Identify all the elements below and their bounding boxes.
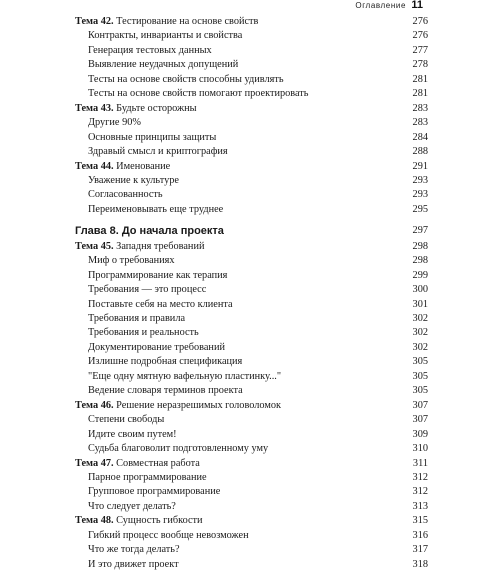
toc-topic-title: Совместная работа [116, 457, 200, 469]
toc-page-number: 311 [412, 457, 428, 469]
toc-entry-title: Переименовывать еще труднее [88, 203, 224, 215]
toc-topic-title: Тестирование на основе свойств [116, 16, 259, 27]
toc-page-number: 283 [412, 117, 428, 129]
toc-entry-row [0, 485, 500, 499]
toc-page-number: 276 [412, 30, 428, 42]
toc-topic-row [0, 15, 500, 29]
toc-entry-row [0, 355, 500, 369]
toc-page-number: 315 [412, 515, 428, 527]
toc-topic-number: Тема 46. [75, 399, 114, 411]
toc-page-number: 317 [412, 544, 428, 556]
toc-page-number: 278 [412, 59, 428, 71]
toc-entry-title: Контракты, инварианты и свойства [88, 30, 243, 42]
toc-page-number: 293 [412, 189, 428, 201]
toc-entry-row [0, 428, 500, 442]
page-number: 11 [411, 0, 423, 11]
toc-entry-title [75, 457, 200, 471]
toc-entry-row [0, 269, 500, 283]
toc-topic-title: Решение неразрешимых головоломок [116, 399, 282, 411]
toc-entry-title: Поставьте себя на место клиента [88, 298, 233, 310]
running-title: Оглавление [355, 1, 406, 10]
toc-entry-title: Здравый смысл и криптография [88, 146, 228, 158]
toc-page-number: 298 [412, 240, 428, 252]
toc-entry-title: Уважение к культуре [88, 174, 179, 186]
toc-topic-number: Тема 45. [75, 240, 114, 252]
toc-entry-title: Судьба благоволит подготовленному уму [88, 443, 269, 455]
toc-entry-row [0, 413, 500, 427]
toc-entry-row [0, 203, 500, 217]
toc-entry-row [0, 471, 500, 485]
toc-page-number: 298 [412, 255, 428, 267]
toc-entry-title: Ведение словаря терминов проекта [88, 385, 243, 397]
toc-entry-row [0, 254, 500, 268]
toc-entry-title: Тесты на основе свойств способны удивлять [88, 73, 284, 85]
toc-page-number: 297 [412, 225, 428, 237]
toc-entry-row [0, 73, 500, 87]
toc-page-number: 305 [412, 370, 428, 382]
toc-page-number: 299 [412, 269, 428, 281]
toc-page-number: 307 [412, 414, 428, 426]
toc-entry-title [75, 160, 170, 174]
toc-topic-row [0, 399, 500, 413]
toc-page-number: 312 [412, 471, 428, 483]
toc-entry-title: Миф о требованиях [88, 255, 175, 267]
toc-page-number: 276 [412, 16, 428, 27]
toc-entry-row [0, 29, 500, 43]
toc-entry-title: Степени свободы [88, 414, 165, 426]
toc-topic-number: Тема 43. [75, 102, 114, 114]
toc-page-number: 310 [412, 443, 428, 455]
toc-topic-title: Именование [116, 160, 171, 172]
toc-topic-row [0, 102, 500, 116]
toc-page-number: 302 [412, 341, 428, 353]
toc-page-number: 281 [412, 88, 428, 100]
toc-entry-row [0, 442, 500, 456]
toc-topic-title: Будьте осторожны [116, 102, 197, 114]
toc-chapter-row [0, 224, 500, 238]
toc-entry-row [0, 283, 500, 297]
toc-entry-title: Согласованность [88, 189, 163, 201]
toc-topic-number: Тема 42. [75, 16, 114, 27]
toc-page-number: 301 [412, 298, 428, 310]
toc-entry-title: Требования и реальность [88, 327, 199, 339]
toc-entry-row [0, 298, 500, 312]
toc-entry-row [0, 312, 500, 326]
toc-page-number: 300 [412, 284, 428, 296]
toc-entry-title: Гибкий процесс вообще невозможен [88, 529, 249, 541]
toc-entry-row [0, 145, 500, 159]
toc-entry-title: Основные принципы защиты [88, 131, 217, 143]
toc-entry-title: Документирование требований [88, 341, 225, 353]
toc-entry-title: Генерация тестовых данных [88, 44, 212, 56]
toc-entry-title: Групповое программирование [88, 486, 221, 498]
toc-topic-title: Сущность гибкости [116, 515, 203, 527]
toc-entry-title: Глава 8. До начала проекта [75, 225, 224, 238]
toc-topic-row [0, 160, 500, 174]
toc-entry-row [0, 174, 500, 188]
toc-entry-row [0, 188, 500, 202]
toc-page-number: 302 [412, 327, 428, 339]
toc-page-number: 284 [412, 131, 428, 143]
toc-entry-row [0, 87, 500, 101]
toc-entry-title: Тесты на основе свойств помогают проектировать [88, 88, 309, 100]
toc-entry-title: Что же тогда делать? [88, 544, 180, 556]
toc-entry-row [0, 131, 500, 145]
toc-page-number: 295 [412, 203, 428, 215]
toc-topic-row [0, 514, 500, 528]
toc-entry-title: Что следует делать? [88, 500, 176, 512]
toc-entry-row [0, 384, 500, 398]
toc-entry-title: Программирование как терапия [88, 269, 228, 281]
toc-entry-row [0, 116, 500, 130]
toc-topic-row [0, 457, 500, 471]
toc-entry-row [0, 341, 500, 355]
toc-entry-row [0, 529, 500, 543]
toc-entry-row [0, 326, 500, 340]
toc-entry-title: Идите своим путем! [88, 428, 177, 440]
toc-topic-title: Западня требований [116, 240, 205, 252]
toc-page-number: 302 [412, 313, 428, 324]
toc-page-number: 283 [412, 102, 428, 114]
toc-page-number: 309 [412, 428, 428, 440]
toc-topic-row [0, 240, 500, 254]
toc-topic-number: Тема 44. [75, 160, 114, 172]
toc-entry-title [75, 240, 204, 254]
toc-entry-title: Излишне подробная спецификация [88, 356, 243, 368]
toc-page-number: 293 [412, 174, 428, 186]
toc-entry-row [0, 543, 500, 557]
toc-page-number: 312 [412, 486, 428, 498]
toc-page-number: 305 [412, 356, 428, 368]
toc-entry-row [0, 58, 500, 72]
toc-page-number: 313 [412, 500, 428, 512]
toc-entry-title: Другие 90% [88, 117, 141, 129]
toc-topic-number: Тема 47. [75, 457, 114, 469]
toc-page-number: 305 [412, 385, 428, 397]
toc-entry-title: Выявление неудачных допущений [88, 59, 239, 71]
page-header [0, 0, 500, 14]
toc-entry-row [0, 44, 500, 58]
toc-page-number: 281 [412, 73, 428, 85]
toc-page-number: 318 [412, 558, 428, 570]
toc-entry-title [75, 15, 258, 29]
toc-page-number: 307 [412, 399, 428, 411]
toc-entry-title: "Еще одну мятную вафельную пластинку..." [88, 370, 282, 382]
toc-page-number: 291 [412, 160, 428, 172]
toc-entry-row [0, 370, 500, 384]
toc-entry-title [75, 399, 281, 413]
toc-page-number: 277 [412, 44, 428, 56]
toc-entry-title [75, 102, 197, 116]
toc-entry-row [0, 500, 500, 514]
toc-entry-title: Парное программирование [88, 471, 207, 483]
toc-entry-title: Требования — это процесс [88, 284, 207, 296]
toc-page-number: 316 [412, 529, 428, 541]
toc-page-number: 288 [412, 146, 428, 158]
toc-entry-title: И это движет проект [88, 558, 179, 570]
toc-entry-title: Требования и правила [88, 313, 186, 324]
toc-entry-title [75, 514, 203, 528]
toc-topic-number: Тема 48. [75, 515, 114, 527]
toc-entry-row [0, 558, 500, 572]
